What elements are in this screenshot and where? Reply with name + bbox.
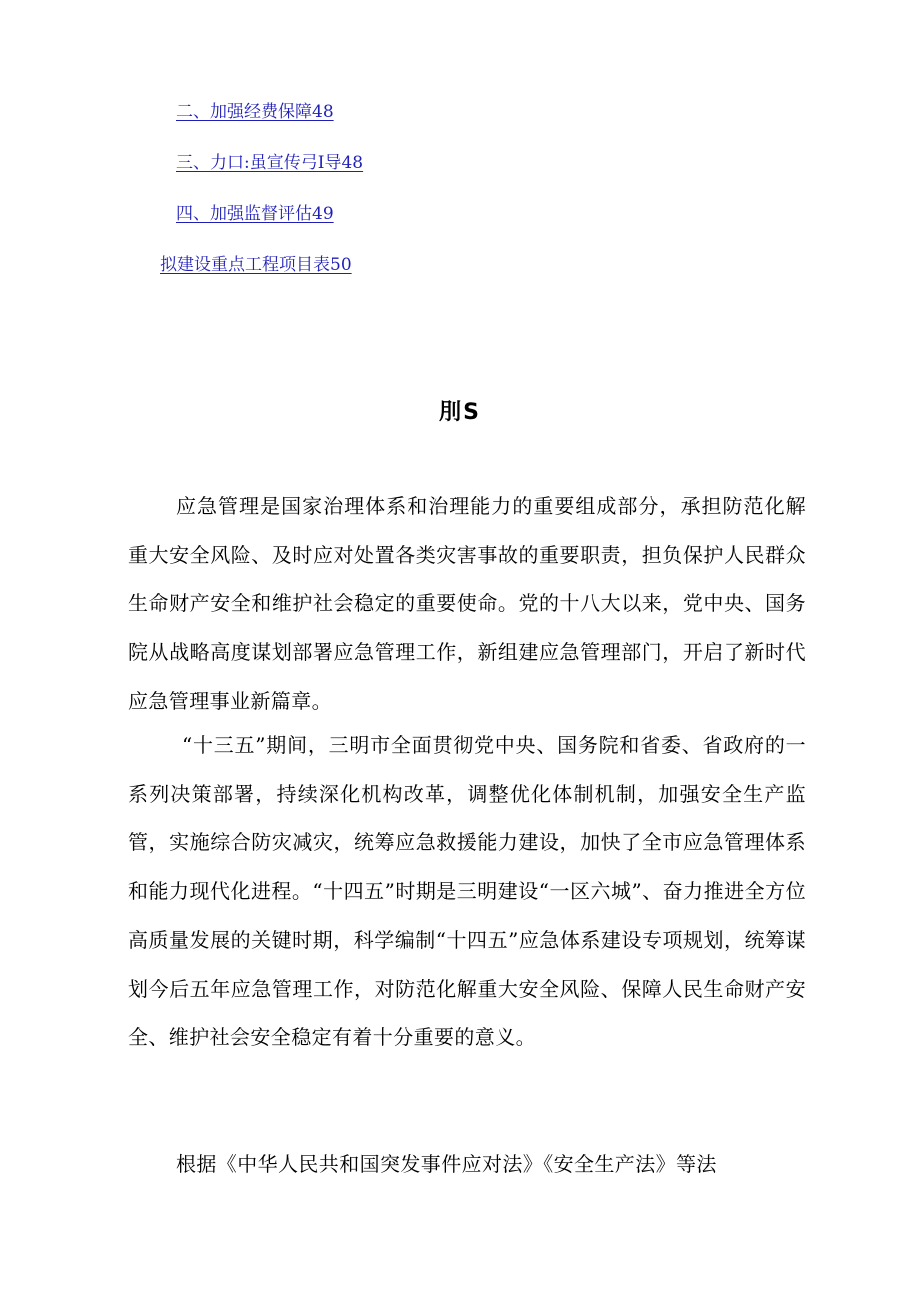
body-paragraph-2: “十三五”期间，三明市全面贯彻党中央、国务院和省委、省政府的一系列决策部署，持续深化机构改革，调整优化体制机制，加强安全生产监管，实施综合防灾减灾，统筹应急救援能力建设，加快了全市应急管理体系和能力现代化进程。“十四五”时期是三明建设“一区六城”、奋力推进全方位高质量发展的关键时期，科学编制“十四五”应急体系建设专项规划，统筹谋划今后五年应急管理工作，对防范化解重大安全风险、保障人民生命财产安全、维护社会安全稳定有着十分重要的意义。	[128, 733, 806, 1050]
toc-link-supervision-evaluation[interactable]: 四、加强监督评估49	[176, 204, 334, 224]
body-paragraph-3: 根据《中华人民共和国突发事件应对法》《安全生产法》等法	[176, 1152, 717, 1176]
toc-link-publicity-guidance[interactable]: 三、力口:虽宣传弓I导48	[176, 153, 364, 173]
section-heading: 刖S	[439, 399, 481, 425]
body-paragraph-1: 应急管理是国家治理体系和治理能力的重要组成部分，承担防范化解重大安全风险、及时应对处置各类灾害事故的重要职责，担负保护人民群众生命财产安全和维护社会稳定的重要使命。党的十八大以来，党中央、国务院从战略高度谋划部署应急管理工作，新组建应急管理部门，开启了新时代应急管理事业新篇章。	[128, 494, 806, 713]
toc-link-key-projects-table[interactable]: 拟建设重点工程项目表50	[160, 255, 352, 275]
toc-link-funding-guarantee[interactable]: 二、加强经费保障48	[176, 102, 334, 122]
